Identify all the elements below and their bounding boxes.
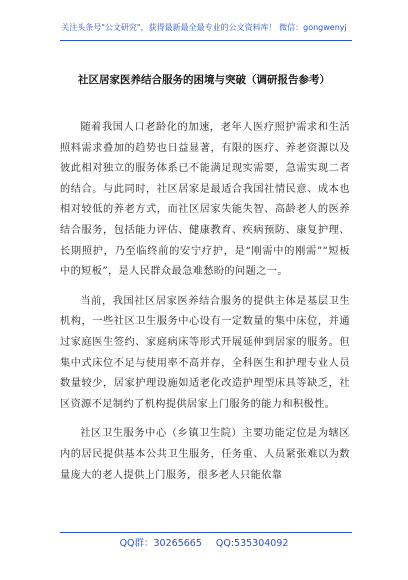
footer-contact [0, 535, 408, 549]
paragraph: 随着我国人口老龄化的加速，老年人医疗照护需求和生活照料需求叠加的趋势也日益显著，有限的医疗、养老资源以及彼此相对独立的服务体系已不能满足现实需要，急需实现二者的结合。与此同时，社区居家是最适合我国社情民意、成本也相对较低的养老方式，而社区居家失能失智、高龄老人的医养结合服务，包括能力评估、健康教育、疾病预防、康复护理、长期照护，乃至临终前的安宁疗护，是“刚需中的刚需”“短板中的短板”，是人民群众最急难愁盼的问题之一。 [60, 122, 350, 278]
document-title: 社区居家医养结合服务的困境与突破（调研报告参考） [78, 74, 330, 86]
paragraph: 社区卫生服务中心（乡镇卫生院）主要功能定位是为辖区内的居民提供基本公共卫生服务，任务重、人员紧张难以为数量庞大的老人提供上门服务，很多老人只能依靠 [60, 428, 350, 481]
paragraph: 当前，我国社区居家医养结合服务的提供主体是基层卫生机构，一些社区卫生服务中心设有一定数量的集中床位，并通过家庭医生签约、家庭病床等形式开展延伸到居家的服务。但集中式床位不足与使用率不高并存，全科医生和护理专业人员数量较少，居家护理设施如适老化改造护理型床具等缺乏，社区资源不足制约了机构提供居家上门服务的能力和积极性。 [60, 295, 350, 410]
document-body [60, 118, 350, 495]
footer-qq-group: QQ群：30265665 [119, 538, 202, 549]
footer-divider [60, 532, 352, 533]
header-divider [60, 40, 352, 41]
header-notice: 关注头条号"公文研究"，获得最新最全最专业的公文资料库！ 微信：gongwenyj [61, 23, 347, 32]
footer-qq-contact: QQ:535304092 [215, 538, 289, 549]
